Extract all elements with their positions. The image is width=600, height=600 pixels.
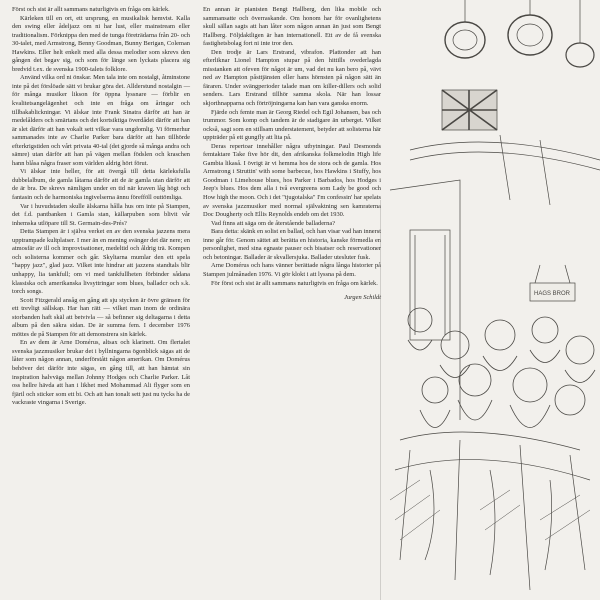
paragraph: Den trodje är Lars Erstrand, vibrafon. Plattonder att han efterliknar Lionel Hampton stupar på den hittills ovederlagda misstanken att ofeven för något är um, vad det nu kan bero på, vävt ned av Hampton påsttjänsten eller hans hörnsten på någon sätt än färaren. Under svängperioder talade man om killer-dillers och solid senders. Lars Erstrand tillhör samma skola. När han lossar skjorthnapparna och förtröjningarna kan han vara ganska enorm. xyxy=(203,48,381,108)
text-column-left xyxy=(12,6,190,408)
paragraph: Bara detta: skänk en solist en ballad, och han visar vad han innerst inne går för. Genom sättet att berätta en historia, kanske förmedla en personlighet, med sina egnaste pauser och bisatser och reservationer och betoningar. Ballader är skvallersjuka. Ballader utesluter fusk. xyxy=(203,228,381,261)
jazz-club-sketch-illustration xyxy=(380,0,600,600)
author-signature: Jurgen Schildt xyxy=(344,294,381,302)
paragraph: Var i huvudstaden skulle älskarna hålla hus om inte på Stampen, det f.d. pantbanken i Gamla stan, källarpuben som blivit vår inhemska utlöpare till St. Germain-des-Prés? xyxy=(12,202,190,227)
paragraph: Kärleken till en ort, ett ursprung, en musikalisk hemvist. Kalla den swing eller ådeljazz om ni har lust, eller mainstream eller traditionalism. Förknippa den med de tunga företrädarna från 20- och 30-talet, med Armstrong, Benny Goodman, Bunny Berigan, Coleman Hawkins. Eller helt enkelt med alla dessa melodier som skrevs den gången det begav sig, och som för länge sen lyckats placera sig bredvid t.ex. de svenska 1900-talets folklore. xyxy=(12,14,190,73)
paragraph: Fjärde och femte man är Georg Riedel och Egil Johansen, bas och trummor. Som komp och tandem är de stadigare än urberget. Vilket också, sagt som en stillsam understatement, betyder att solisterna här uppträder på ett gungfly att lita på. xyxy=(203,108,381,142)
flag-icon xyxy=(442,90,497,130)
paragraph: Deras repertoar innehåller några utbytningar. Paul Desmonds femtaktare Take five hör dit, den afrikanska folkmelodin High life Gambia likaså. I övrigt är vi hemma hos de stora och de gamla. Hos Armstrong i Struttin' with some barbecue, hos Hawkins i Stuffy, hos Goodman i Limehouse blues, hos Parker i Barbados, hos Hodges i Jeep's blues. Hos dem alla i två evergreens som Lady be good och How high the moon. Och i det "tjugotalska" I'm confessin' har spelats av svenska jazzmusiker med normal självaktning sen kamraterna Doc Dougherty och Ellis Reynolds endeb om det 1930. xyxy=(203,142,381,219)
lamp-icon xyxy=(445,0,485,58)
paragraph: En annan är pianisten Bengt Hallberg, den lika mobile och sammansatte och överraskande. Om honom har för ovanlighetens skull sällan sagts att han låter som någon annan än just som Bengt Hallberg. Följdaktligen är han internationell. Ett av de få svenska fastighetsbolag fort ni inte tror den. xyxy=(203,6,381,48)
text-column-right xyxy=(203,6,381,303)
hanging-sign xyxy=(530,265,575,301)
paragraph: En av dem är Arne Domérus, altsax och klarinett. Om flertalet svenska jazzmusiker brukar det i byllningarna ögonblick sägas att de låter som någon annan, underförstått någon amerikan. Om Domérus behöver det därför inte sägas, en gång till, att han hämtat sin inspiration halvvägs mellan Johnny Hodges och Charlie Parker. Låt oss hellre hävda att han i likhet med Mohammad Ali flyger som en fjäril och sticker som ett bi. Och att han tonalt sett just nu tycks ha de vackraste vingarna i Sverige. xyxy=(12,339,190,407)
paragraph: Detta Stampen är i själva verket en av den svenska jazzens mera upptrampade kultplatser. I mer än en mening svänger det där nere; en atmosfär av ill och improvisationer, medeltid och åldrig trä. Kompen och solisterna kommer och går. Skyltarna mumlar den ett spela "happy jazz", glad jazz. Vilket inte hindrar att jazzens standtals blir unhappy, lia tankfull; om vi med tankfullheten förbinder sådana klassiska och amerikanska livsyttringar som blues, balladcr och s.k. torch songs. xyxy=(12,228,190,296)
lamp-icon xyxy=(508,0,552,55)
paragraph: Först och sist är allt sammans naturligtvis en fråga om kärlek. xyxy=(12,6,170,13)
svg-text:HAGS BROR: HAGS BROR xyxy=(533,291,571,297)
paragraph: Vad finns att säga om de återstående balladerna? xyxy=(211,219,336,227)
lamp-icon xyxy=(566,0,594,67)
paragraph: Vi älskar inte heller, för att övergå till detta kärleksfulla dubbelalbum, de gamla låtarna därför att de är gamla utan därför att de är bra. De skrevs nämligen under en tid när kraven låg högt och fantasin och de harmoniska ingivelserna ännu förefföll outtömliga. xyxy=(12,168,190,202)
paragraph: Använd vilka ord ni önskar. Men tala inte om nostalgi, åtminstone inte på det förslöade sätt vi brukar göra det. Allderstund nostalgin — för många musiker likson för öppna lyssnare — förblir en kvalitetsangelägenhet och inte en fråga om åringar och tillbakablickningar. Vi älskar inte Frank Sinatra därför att han är medelålders och smärtans och det kortsiktiga överdådet därför att han är slet därför att han vokalt sett vilkar vara ungdomlig. Vi förmerhur sammanades inte av Charlie Parker bara därför att han tillhörde efterkrigstiden och vårt privata 40-tal (det gjorde så många andra och sämre) utan därför att han på vägen mellan födslen och kraschen hann blåsa några fraser som världen aldrig hört förut. xyxy=(12,74,190,167)
paragraph: För först och sist är allt sammans naturligtvis en fråga om kärlek. xyxy=(211,279,378,287)
paragraph: Scott Fitzgerald ansåg en gång att sju stycken är övre gränsen för ett trevligt sällskap. Har han rätt — vilket man inom de ordinära storbanden haft skäl att betvivla — så befinner sig deltagarna i detta album på den säkra sidan. De är summa fem. I december 1976 möttes de på Stampen för att demonstrera sin kärlek. xyxy=(12,296,190,338)
paragraph: Arne Domérus och hans vänner berättade några långa historier på Stampen julmånaden 1976. Vi gör klokt i att lyssna på dem. xyxy=(203,262,381,278)
